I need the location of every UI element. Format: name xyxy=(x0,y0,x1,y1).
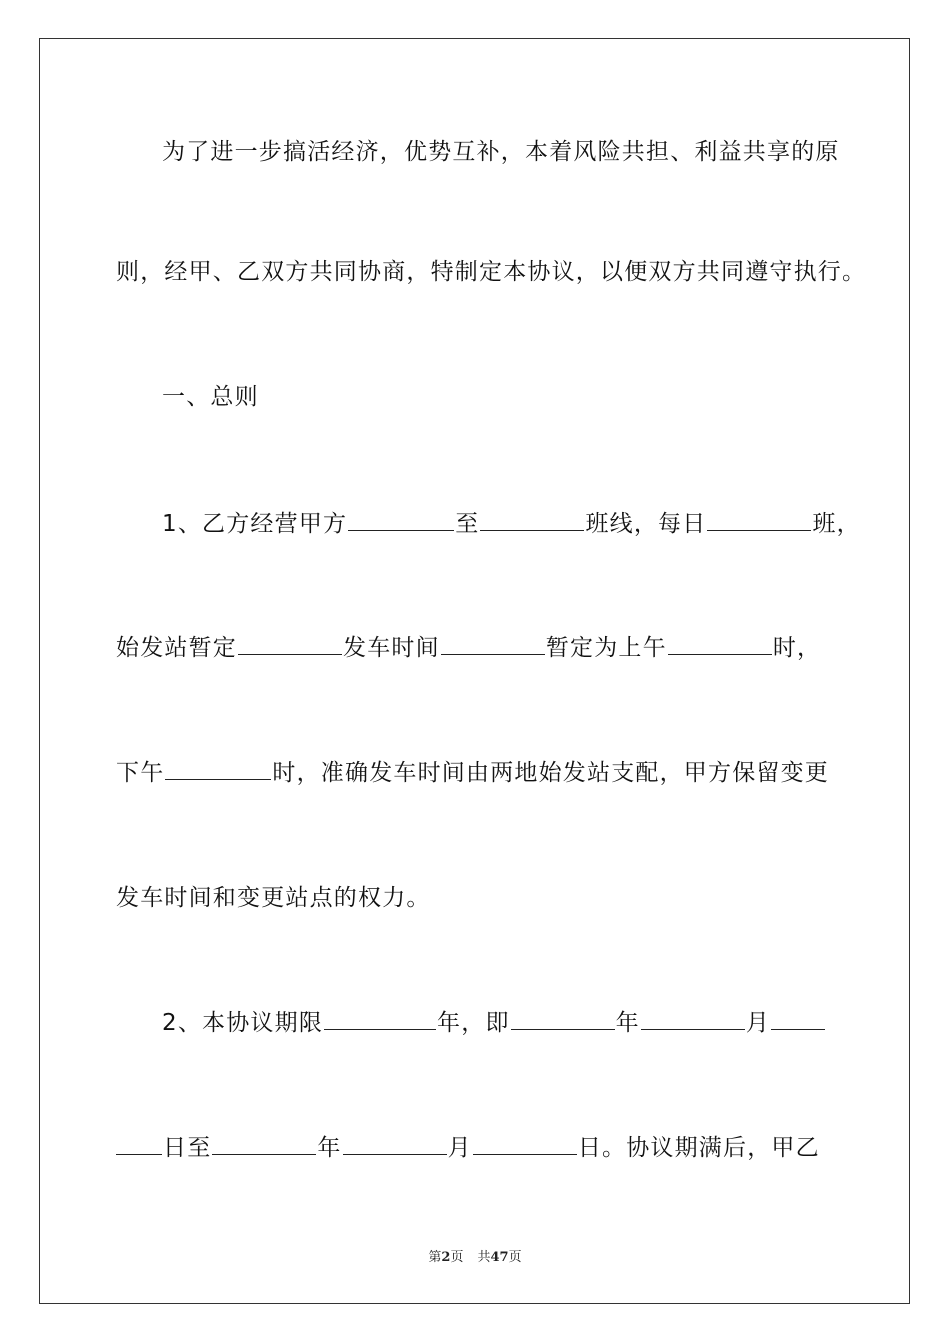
footer-prefix: 第 xyxy=(428,1250,442,1265)
text-segment: 至 xyxy=(455,511,480,537)
paragraph-line xyxy=(116,758,829,788)
fill-in-blank[interactable] xyxy=(343,1134,447,1155)
text-segment: 日。协议期满后，甲乙 xyxy=(577,1135,820,1161)
text-segment: 发车时间 xyxy=(343,635,440,661)
page-footer xyxy=(0,1246,950,1265)
fill-in-blank[interactable] xyxy=(480,510,584,531)
text-segment: 日至 xyxy=(163,1135,212,1161)
text-segment: 时， xyxy=(772,635,822,661)
fill-in-blank[interactable] xyxy=(771,1009,825,1030)
text-segment: 下午 xyxy=(116,760,165,786)
total-pages-number: 47 xyxy=(490,1250,509,1265)
paragraph-line xyxy=(162,1008,826,1038)
fill-in-blank[interactable] xyxy=(668,634,772,655)
paragraph-line xyxy=(116,633,821,663)
paragraph-line: 则，经甲、乙双方共同协商，特制定本协议，以便双方共同遵守执行。 xyxy=(116,259,867,285)
text-segment: 年，即 xyxy=(437,1010,510,1036)
text-segment: 月 xyxy=(745,1010,771,1036)
fill-in-blank[interactable] xyxy=(212,1134,316,1155)
text-segment: 始发站暂定 xyxy=(116,635,237,661)
footer-total-suffix: 页 xyxy=(508,1250,522,1265)
text-segment: 1、乙方经营甲方 xyxy=(162,511,348,537)
fill-in-blank[interactable] xyxy=(473,1134,577,1155)
paragraph-line: 为了进一步搞活经济，优势互补，本着风险共担、利益共享的原 xyxy=(162,139,840,165)
fill-in-blank[interactable] xyxy=(238,634,342,655)
text-segment: 年 xyxy=(615,1010,640,1036)
text-segment: 时，准确发车时间由两地始发站支配，甲方保留变更 xyxy=(272,760,830,786)
text-segment: 2、本协议期限 xyxy=(162,1010,324,1036)
paragraph-line xyxy=(116,1133,820,1163)
text-segment: 月 xyxy=(447,1135,472,1161)
fill-in-blank[interactable] xyxy=(324,1009,436,1030)
paragraph-line xyxy=(162,509,861,539)
footer-total-prefix: 共 xyxy=(477,1250,491,1265)
fill-in-blank[interactable] xyxy=(165,759,271,780)
text-segment: 班， xyxy=(812,511,861,537)
page-frame xyxy=(39,38,910,1304)
text-segment: 班线，每日 xyxy=(585,511,707,537)
section-heading: 一、总则 xyxy=(162,384,259,410)
fill-in-blank[interactable] xyxy=(441,634,545,655)
fill-in-blank[interactable] xyxy=(641,1009,745,1030)
fill-in-blank[interactable] xyxy=(348,510,454,531)
fill-in-blank[interactable] xyxy=(116,1134,162,1155)
text-segment: 年 xyxy=(317,1135,342,1161)
fill-in-blank[interactable] xyxy=(511,1009,615,1030)
text-segment: 暂定为上午 xyxy=(545,635,667,661)
paragraph-line: 发车时间和变更站点的权力。 xyxy=(116,885,431,911)
fill-in-blank[interactable] xyxy=(707,510,811,531)
footer-page-suffix: 页 xyxy=(450,1250,464,1265)
current-page-number: 2 xyxy=(441,1250,451,1265)
